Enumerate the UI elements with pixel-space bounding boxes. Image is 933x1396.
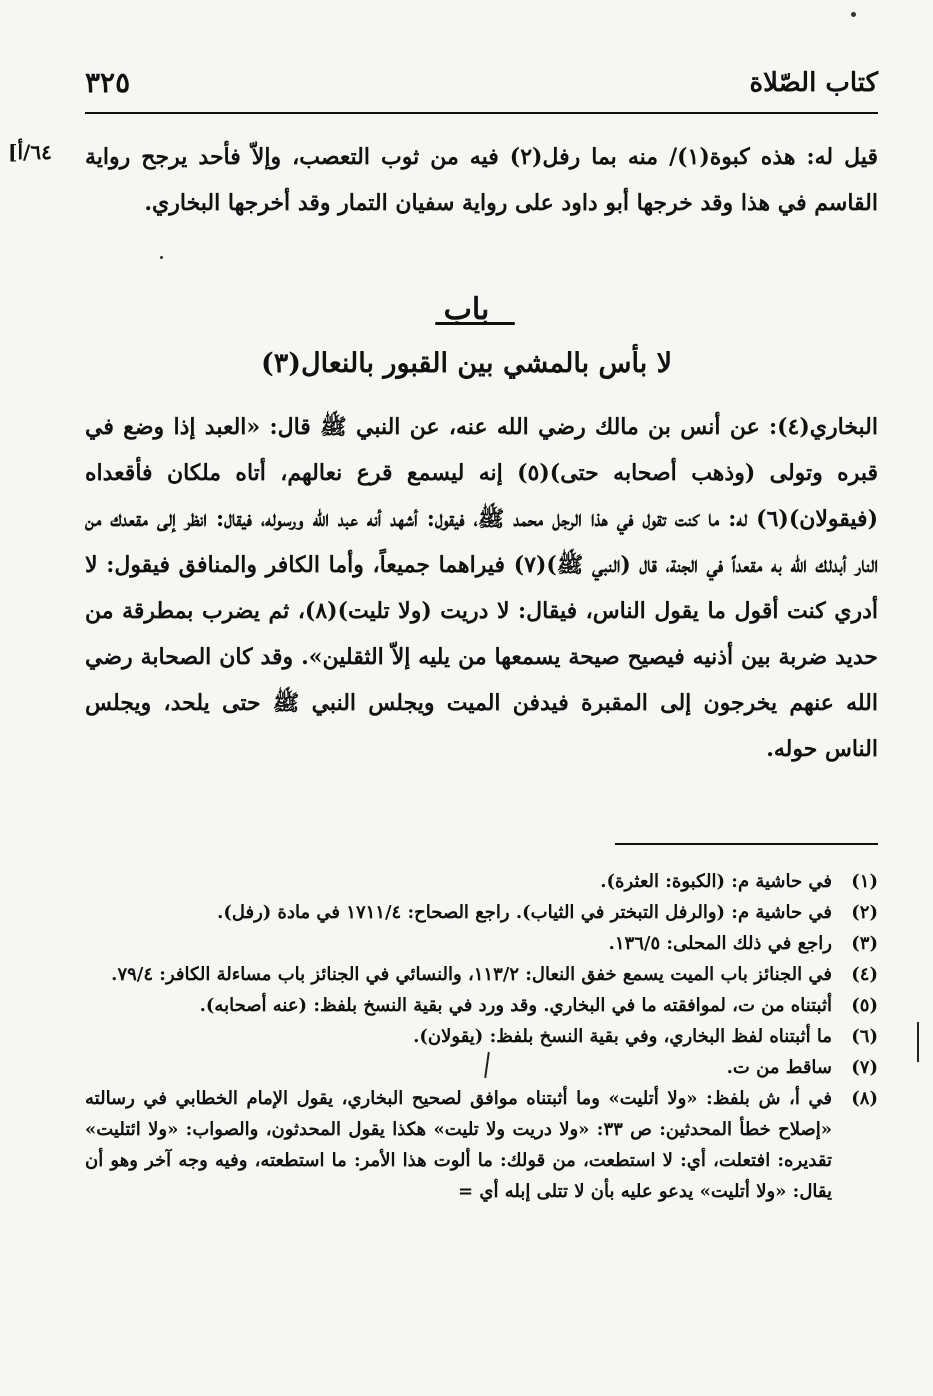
- footnote-2: [85, 897, 878, 928]
- footnote-number: (٤): [851, 964, 878, 985]
- footnote-text: في أ، ش بلفظ: «ولا أتليت» وما أثبتناه موافق لصحيح البخاري، يقول الإمام الخطابي في رسالته «إصلاح خطأ المحدثين: ص ٣٣: «ولا دريت ولا تليت» هكذا يقول المحدثون، والصواب: «ولا ائتليت» تقديره: افتعلت، أي: لا استطعت، من قولك: ما ألوت هذا الأمر: ما استطعته، وفيه وجه آخر وهو أن يقال: «ولا أتليت» يدعو عليه بأن لا تتلى إبله أي =: [85, 1088, 832, 1202]
- footnote-rule: [615, 843, 878, 845]
- footnote-4: [85, 959, 878, 990]
- section-heading: باب: [443, 292, 490, 327]
- footnote-8: [85, 1083, 878, 1207]
- footnote-number: (٦): [851, 1026, 878, 1047]
- footnote-number: (٨): [851, 1088, 878, 1109]
- intro-paragraph: قيل له: هذه كبوة(١)/ منه بما رفل(٢) فيه من ثوب التعصب، وإلاّ فأحد يرجح رواية القاسم في هذا وقد خرجها أبو داود على رواية سفيان التمار وقد أخرجها البخاري.: [85, 144, 878, 216]
- footnote-number: (٧): [851, 1057, 878, 1078]
- header-rule: [85, 112, 878, 114]
- main-paragraph: البخاري(٤): عن أنس بن مالك رضي الله عنه، عن النبي ﷺ قال: «العبد إذا وضع في قبره وتولى (وذهب أصحابه حتى)(٥) إنه ليسمع قرع نعالهم، أتاه ملكان فأقعداه (فيقولان)(٦) له: ما كنت تقول في هذا الرجل محمد ﷺ، فيقول: أشهد أنه عبد الله ورسوله، فيقال: انظر إلى مقعدك من النار أبدلك الله به مقعداً في الجنة، قال (النبي ﷺ)(٧) فيراهما جميعاً، وأما الكافر والمنافق فيقول: لا أدري كنت أقول ما يقول الناس، فيقال: لا دريت (ولا تليت)(٨)، ثم يضرب بمطرقة من حديد ضربة بين أذنيه فيصيح صيحة يسمعها من يليه إلاّ الثقلين». وقد كان الصحابة رضي الله عنهم يخرجون إلى المقبرة فيدفن الميت ويجلس النبي ﷺ حتى يلحد، ويجلس الناس حوله.: [85, 414, 878, 762]
- heading-flourish: [435, 322, 515, 325]
- footnote-text: ساقط من ت.: [726, 1057, 832, 1078]
- footnote-number: (٣): [851, 933, 878, 954]
- footnote-text: في الجنائز باب الميت يسمع خفق النعال: ١١٣/٢، والنسائي في الجنائز باب مساءلة الكافر: ٧٩/٤.: [111, 964, 832, 985]
- footnote-text: ما أثبتناه لفظ البخاري، وفي بقية النسخ بلفظ: (يقولان).: [413, 1026, 832, 1047]
- footnote-7: [85, 1052, 878, 1083]
- scan-speck: [160, 256, 163, 259]
- chapter-title: لا بأس بالمشي بين القبور بالنعال(٣): [260, 348, 673, 379]
- scan-speck: [851, 12, 856, 17]
- footnote-5: [85, 990, 878, 1021]
- footnote-text: في حاشية م: (الكبوة: العثرة).: [600, 871, 832, 892]
- footnote-number: (٥): [851, 995, 878, 1016]
- page-number: ٣٢٥: [85, 66, 131, 99]
- running-header: [85, 62, 878, 106]
- running-title: كتاب الصّلاة: [749, 68, 878, 98]
- footnotes: [85, 866, 878, 1207]
- footnote-number: (١): [851, 871, 878, 892]
- footnote-1: [85, 866, 878, 897]
- margin-folio-reference: ٦٤/أ]: [8, 140, 52, 164]
- footnote-6: [85, 1021, 878, 1052]
- footnote-text: راجع في ذلك المحلى: ١٣٦/٥.: [608, 933, 832, 954]
- footnote-text: أثبتناه من ت، لموافقته ما في البخاري. وقد ورد في بقية النسخ بلفظ: (عنه أصحابه).: [199, 995, 832, 1016]
- scan-mark: [917, 1022, 919, 1062]
- footnote-number: (٢): [851, 902, 878, 923]
- footnote-3: [85, 928, 878, 959]
- footnote-text: في حاشية م: (والرفل التبختر في الثياب). راجع الصحاح: ١٧١١/٤ في مادة (رفل).: [217, 902, 832, 923]
